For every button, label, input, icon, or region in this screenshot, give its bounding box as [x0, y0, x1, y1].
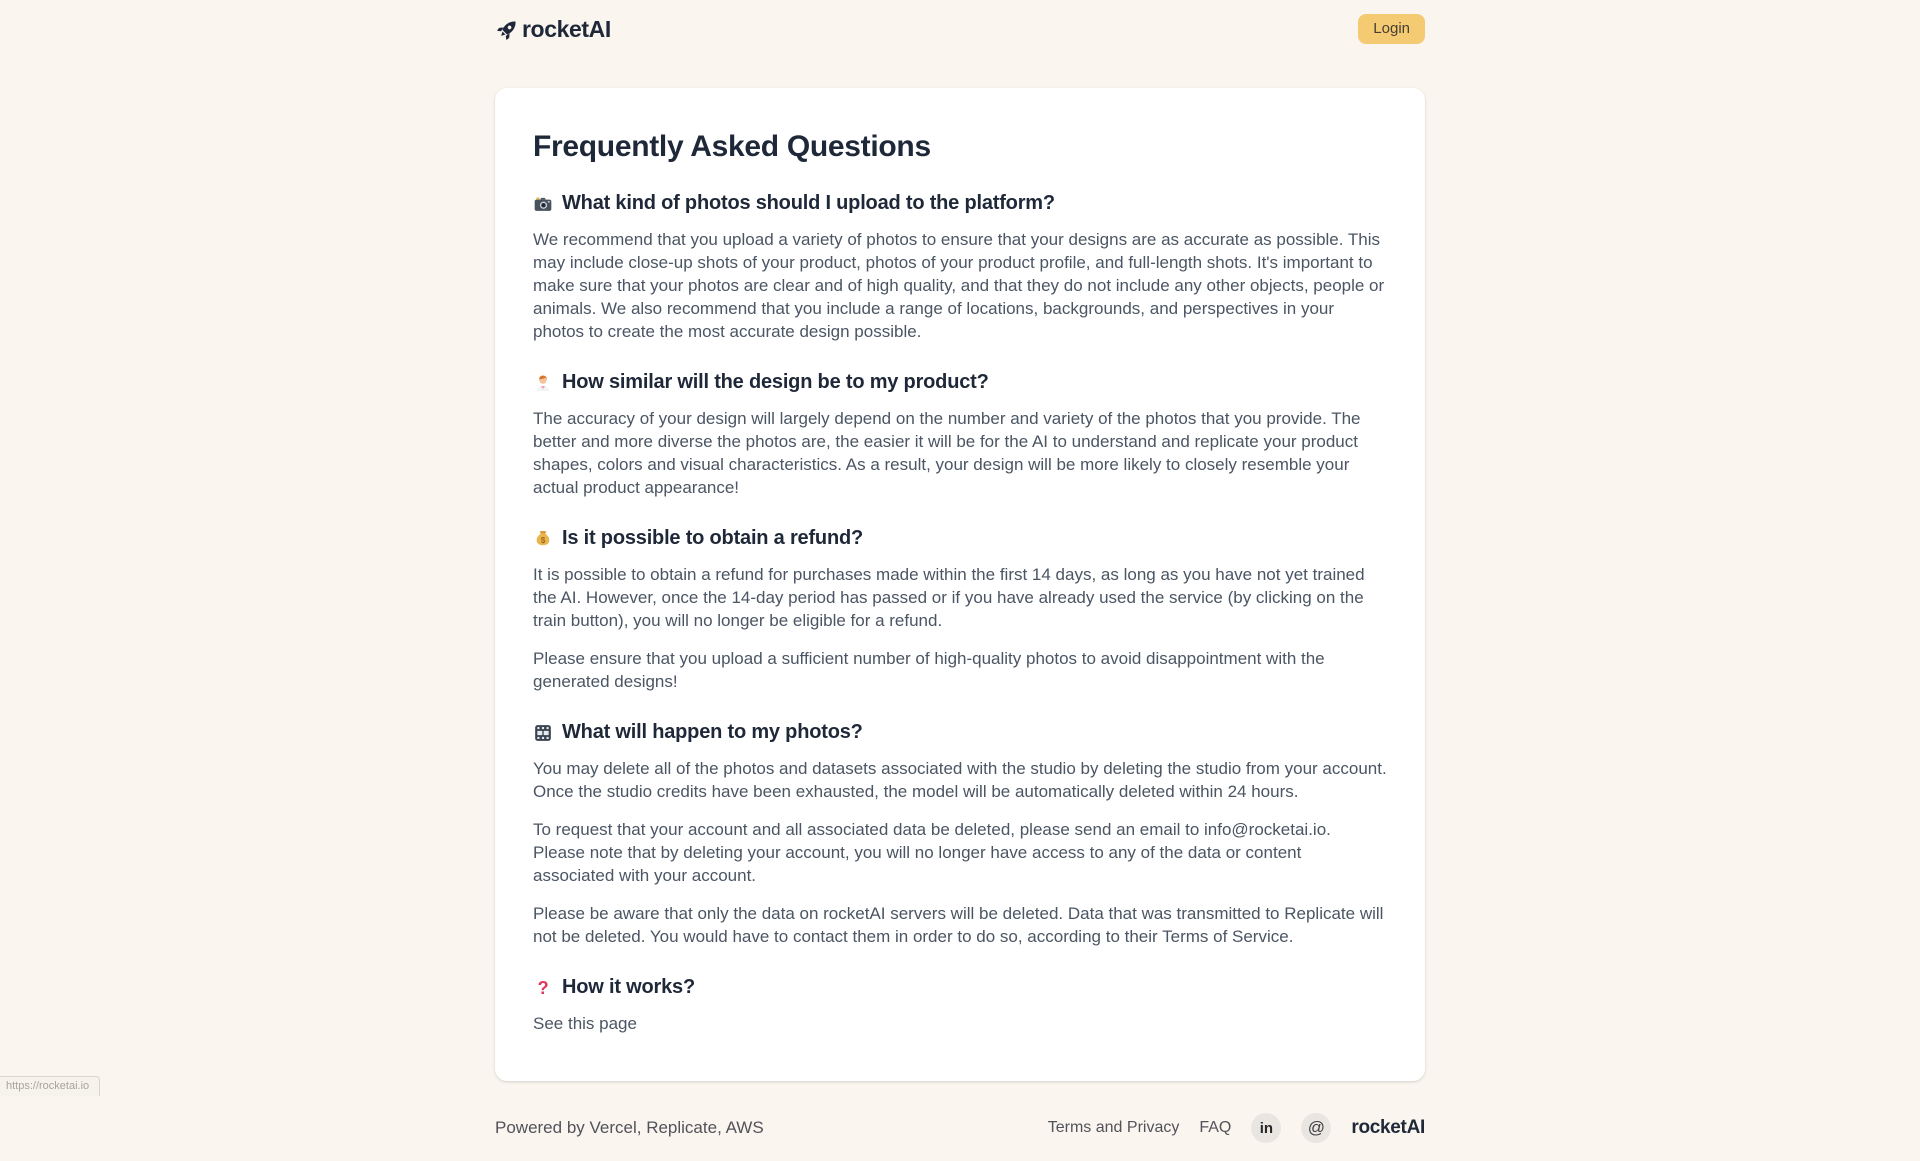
faq-item — [533, 721, 1387, 948]
faq-answer-paragraph: It is possible to obtain a refund for purchases made within the first 14 days, as long as you have not yet trained the AI. However, once the 14-day period has passed or if you have already used the service (by clicking on the train button), you will no longer be eligible for a refund. — [533, 565, 1365, 630]
faq-item — [533, 371, 1387, 499]
faq-item — [533, 527, 1387, 693]
footer-brand: rocketAI — [1351, 1117, 1425, 1138]
faq-answer-paragraph: We recommend that you upload a variety of photos to ensure that your designs are as accurate as possible. This may include close-up shots of your product, photos of your product profile, and full-length shots. It's important to make sure that your photos are clear and of high quality, and that they do not include any other objects, people or animals. We also recommend that you include a range of locations, backgrounds, and perspectives in your photos to create the most accurate design possible. — [533, 230, 1385, 341]
money-bag-emoji-icon — [533, 529, 553, 549]
faq-link[interactable]: FAQ — [1199, 1119, 1232, 1136]
site-header — [495, 0, 1425, 44]
terms-and-privacy-link[interactable]: Terms and Privacy — [1047, 1119, 1180, 1136]
page-title: Frequently Asked Questions — [533, 130, 931, 163]
faq-answer-paragraph: You may delete all of the photos and datasets associated with the studio by deleting the studio from your account. Once the studio credits have been exhausted, the model will be automatically deleted within 24 hours. — [533, 759, 1387, 801]
rocket-icon — [495, 17, 520, 42]
at-icon-label: @ — [1307, 1118, 1325, 1137]
faq-question — [533, 527, 1387, 550]
link-preview-status-bar: https://rocketai.io — [0, 1076, 100, 1096]
faq-answer-paragraph: To request that your account and all associated data be deleted, please send an email to info@rocketai.io. Please note that by deleting your account, you will no longer have access to any of the data or content associated with your account. — [533, 820, 1331, 885]
linkedin-icon[interactable] — [1251, 1113, 1281, 1143]
faq-question — [533, 371, 1387, 394]
faq-question-text: What kind of photos should I upload to the platform? — [562, 192, 1055, 214]
login-button[interactable]: Login — [1358, 14, 1425, 45]
site-footer — [495, 1113, 1425, 1161]
email-at-icon[interactable] — [1301, 1113, 1331, 1143]
faq-item — [533, 192, 1387, 343]
faq-question — [533, 976, 1387, 999]
brand-name: rocketAI — [522, 15, 611, 42]
red-question-mark-emoji-icon — [533, 978, 553, 998]
faq-answer-paragraph: The accuracy of your design will largely depend on the number and variety of the photos that you provide. The better and more diverse the photos are, the easier it will be for the AI to understand and replicate your product shapes, colors and visual characteristics. As a result, your design will be more likely to closely resemble your actual product appearance! — [533, 409, 1361, 497]
brand-logo[interactable] — [495, 16, 611, 43]
linkedin-icon-label: in — [1259, 1119, 1274, 1137]
svg-text:?: ? — [537, 977, 549, 998]
faq-question — [533, 721, 1387, 744]
faq-card — [495, 88, 1425, 1081]
see-this-page-link[interactable]: See this page — [533, 1014, 637, 1033]
faq-question-text: What will happen to my photos? — [562, 721, 863, 743]
faq-item — [533, 976, 1387, 1035]
faq-question — [533, 192, 1387, 215]
powered-by-text: Powered by Vercel, Replicate, AWS — [495, 1118, 764, 1137]
film-frames-emoji-icon — [533, 723, 553, 743]
artist-emoji-icon — [533, 373, 553, 393]
faq-answer-paragraph: Please be aware that only the data on rocketAI servers will be deleted. Data that was transmitted to Replicate will not be deleted. You would have to contact them in order to do so, according to their Terms of Service. — [533, 904, 1384, 946]
faq-question-text: Is it possible to obtain a refund? — [562, 527, 863, 549]
footer-links — [1048, 1113, 1425, 1143]
camera-emoji-icon — [533, 194, 553, 214]
faq-question-text: How similar will the design be to my product? — [562, 371, 989, 393]
svg-text:$: $ — [540, 535, 546, 545]
faq-answer-paragraph: Please ensure that you upload a sufficient number of high-quality photos to avoid disappointment with the generated designs! — [533, 649, 1325, 691]
faq-question-text: How it works? — [562, 976, 695, 998]
